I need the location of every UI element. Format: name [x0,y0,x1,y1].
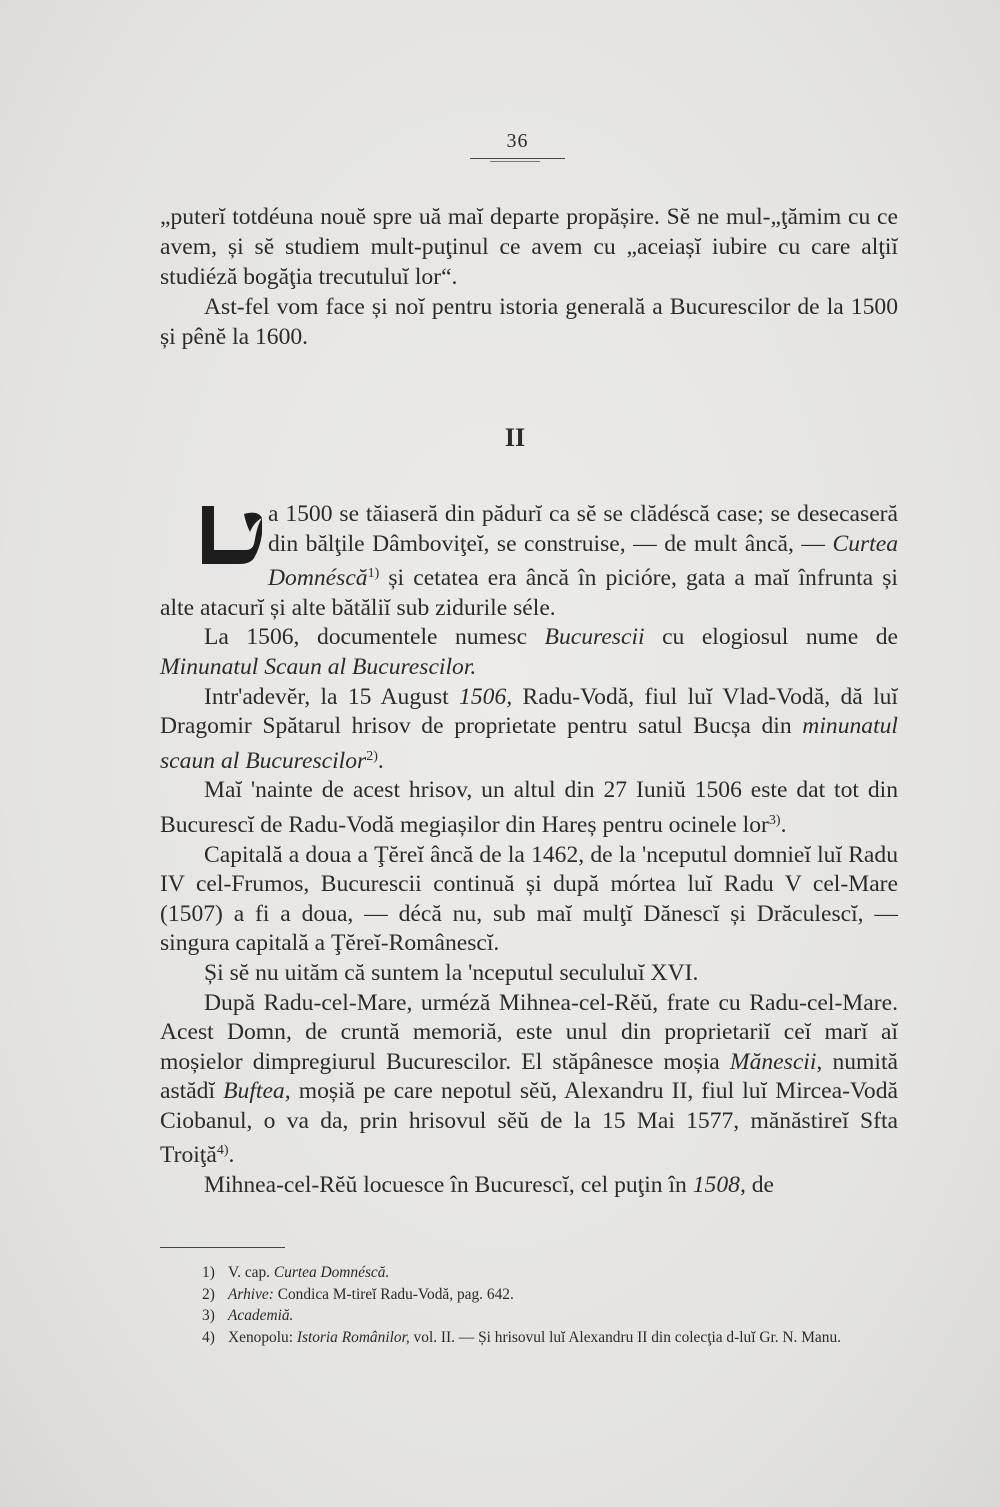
footnote-text: Condica M-tireĭ Radu-Vodă, pag. 642. [273,1285,514,1303]
footnote-ref-3: 3) [768,812,781,828]
footnote-italic: Academiă. [228,1307,294,1324]
page-number-rule [470,158,565,159]
paragraph-4-text-c: . [780,811,787,838]
footnote-italic: Istoria Românilor, [296,1328,410,1346]
footnote-text: Xenopolu: [228,1328,297,1346]
paragraph-1-text-a: a 1500 se tăiaseră din pădurĭ ca sĕ se clădéscă case; se desecaseră din bălţile Dâmboviţeĭ, se construise, — de mult âncă, — [268,501,898,557]
paragraph-7 [160,989,898,1172]
footnote-text: V. cap. [228,1264,274,1281]
paragraph-8 [160,1171,898,1201]
paragraph-8-text-b: de [745,1172,775,1199]
section-heading: II [504,423,526,452]
paragraph-1 [160,500,898,623]
paragraph-7-text-b: numită astădĭ [160,1048,898,1105]
year-1508-italic: 1508, [692,1172,746,1199]
minunatul-scaun-lowercase-italic: minunatul scaun al Bucurescilor [160,713,898,774]
page-number: 36 [506,130,529,152]
curtea-domneasca-italic: Curtea Domnéscă [268,530,898,592]
footnote-3 [160,1305,898,1327]
manescii-italic: Mănescii, [729,1048,823,1075]
footnotes [160,1262,898,1348]
paragraph-7-text-d: . [228,1142,235,1169]
footnote-italic: Curtea Domnéscă. [273,1264,390,1281]
footnote-marker: 3) [202,1307,215,1324]
paragraph-6: Și sĕ nu uităm că suntem la 'nceputul secululuĭ XVI. [204,959,699,986]
paragraph-7-text-c: moșiă pe care nepotul sĕŭ, Alexandru II, fiul luĭ Mircea-Vodă Ciobanul, o va da, prin hrisovul sĕŭ de la 15 Mai 1577, mănăstireĭ Sfta Troiţă [160,1078,898,1169]
minunatul-scaun-italic: Minunatul Scaun al Bucurescilor. [160,653,477,680]
footnote-marker: 2) [202,1285,215,1303]
drop-cap-initial [200,504,262,566]
drop-cap-l-icon [200,504,262,566]
footnote-4 [160,1327,898,1349]
paragraph-7-text-a: După Radu-cel-Mare, urméză Mihnea-cel-Rĕŭ, frate cu Radu-cel-Mare. Acest Domn, de cruntă memoriă, este unul din proprietariĭ ceĭ marĭ aĭ moșielor dimpregiurul Bucurescilor. El stăpânesce moșia [160,989,898,1075]
footnote-text: vol. II. — Și hrisovul luĭ Alexandru II din colecţia d-luĭ Gr. N. Manu. [409,1328,842,1346]
main-text [160,500,898,1201]
page-number-underline [490,161,540,162]
paragraph-3-text-a: Intr'adevĕr, la 15 August [204,683,460,710]
paragraph-2-text-b: cu elogiosul nume de [644,624,898,651]
footnote-1 [160,1262,898,1284]
footnote-separator [160,1247,285,1248]
footnote-ref-2: 2) [366,748,378,764]
paragraph-3 [160,683,898,777]
year-1506-italic: 1506, [459,683,513,710]
paragraph-4-text-a: Maĭ 'nainte de acest hrisov, un altul din 27 Iuniŭ 1506 este dat tot din Bucurescĭ de Radu-Vodă megiașilor din Hareș pentru ocinele lor [160,777,898,838]
footnote-marker: 1) [202,1264,215,1281]
paragraph-3-text-b: Radu-Vodă, fiul luĭ Vlad-Vodă, dă luĭ Dragomir Spătarul hrisov de proprietate pentru satul Bucșa din [160,683,898,740]
footnote-marker: 4) [202,1328,215,1346]
intro-quote-paragraph: „puterĭ totdéuna nouĕ spre uă maĭ departe propășire. Sĕ ne mul-„ţămim cu ce avem, și sĕ studiem mult-puţinul ce avem cu „aceiașĭ iubire cu care alţiĭ studiéză bogăţia trecutuluĭ lor“. [160,204,898,290]
footnote-ref-1: 1) [367,566,380,582]
paragraph-1-text-b: și cetatea era âncă în picióre, gata a maĭ înfrunta și alte atacurĭ și alte bătăliĭ sub zidurile séle. [160,565,898,621]
intro-text [160,202,898,352]
paragraph-4 [160,776,898,840]
paragraph-3-text-c: . [377,747,384,774]
bucurescii-italic: Bucurescii [544,624,645,651]
intro-second-paragraph: Ast-fel vom face și noĭ pentru istoria generală a Bucurescilor de la 1500 și pênĕ la 1600. [160,294,898,350]
footnote-ref-4: 4) [216,1143,229,1159]
footnote-italic: Arhive: [228,1285,274,1303]
footnote-2 [160,1284,898,1306]
paragraph-2 [160,623,898,682]
paragraph-5: Capitală a doua a Ţĕreĭ âncă de la 1462, de la 'nceputul domnieĭ luĭ Radu IV cel-Frumos, Bucurescii continuă și după mórtea luĭ Radu V cel-Mare (1507) a fi a doua, — décă nu, sub maĭ mulţĭ Dănescĭ și Drăculescĭ, — singura capitală a Ţĕreĭ-Românescĭ. [160,841,898,957]
paragraph-8-text-a: Mihnea-cel-Rĕŭ locuesce în Bucurescĭ, cel puţin în [204,1172,693,1199]
buftea-italic: Buftea, [223,1078,291,1105]
paragraph-2-text-a: La 1506, documentele numesc [204,624,545,651]
